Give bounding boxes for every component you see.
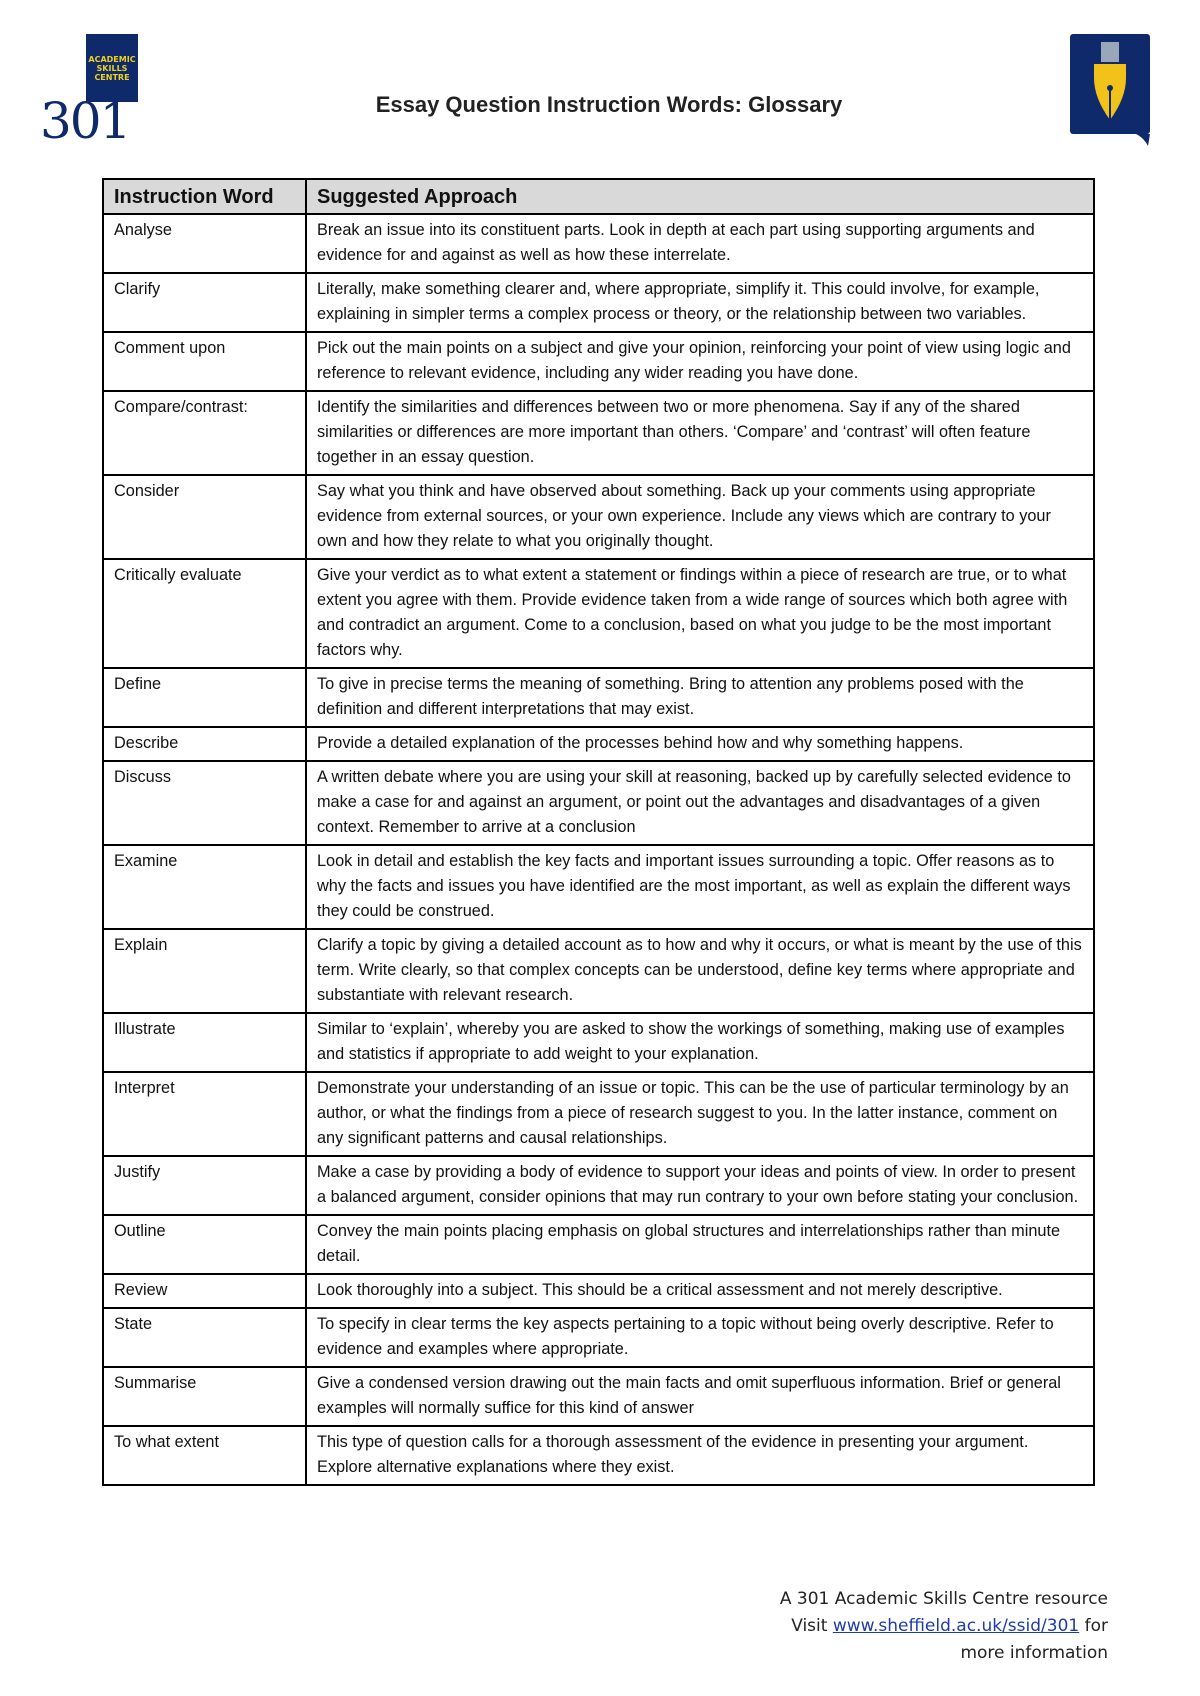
suggested-approach-cell: Say what you think and have observed about something. Back up your comments using appropriate evidence from external sources, or your own experience. Include any views which are contrary to your own and how they relate to what you originally thought. [306, 475, 1094, 559]
suggested-approach-cell: A written debate where you are using your skill at reasoning, backed up by carefully selected evidence to make a case for and against an argument, or point out the advantages and disadvantages of a given context. Remember to arrive at a conclusion [306, 761, 1094, 845]
table-row [103, 332, 1094, 391]
instruction-word-cell: Describe [103, 727, 306, 761]
instruction-word-cell: Summarise [103, 1367, 306, 1426]
instruction-word-cell: Review [103, 1274, 306, 1308]
instruction-word-cell: To what extent [103, 1426, 306, 1485]
suggested-approach-cell: Pick out the main points on a subject and give your opinion, reinforcing your point of view using logic and reference to relevant evidence, including any wider reading you have done. [306, 332, 1094, 391]
instruction-word-cell: Clarify [103, 273, 306, 332]
instruction-word-cell: Consider [103, 475, 306, 559]
table-row [103, 1274, 1094, 1308]
instruction-word-cell: State [103, 1308, 306, 1367]
table-header-row [103, 179, 1094, 214]
suggested-approach-cell: To give in precise terms the meaning of something. Bring to attention any problems posed with the definition and different interpretations that may exist. [306, 668, 1094, 727]
table-row [103, 1013, 1094, 1072]
table-row [103, 1426, 1094, 1485]
table-row [103, 929, 1094, 1013]
column-header-suggested-approach: Suggested Approach [306, 179, 1094, 214]
instruction-word-cell: Outline [103, 1215, 306, 1274]
suggested-approach-cell: Identify the similarities and differences between two or more phenomena. Say if any of the shared similarities or differences are more important than others. ‘Compare’ and ‘contrast’ will often feature together in an essay question. [306, 391, 1094, 475]
instruction-word-cell: Comment upon [103, 332, 306, 391]
instruction-word-cell: Interpret [103, 1072, 306, 1156]
table-row [103, 391, 1094, 475]
suggested-approach-cell: Clarify a topic by giving a detailed account as to how and why it occurs, or what is meant by the use of this term. Write clearly, so that complex concepts can be understood, define key terms where appropriate and substantiate with relevant research. [306, 929, 1094, 1013]
suggested-approach-cell: Similar to ‘explain’, whereby you are asked to show the workings of something, making use of examples and statistics if appropriate to add weight to your explanation. [306, 1013, 1094, 1072]
page-title: Essay Question Instruction Words: Glossary [375, 92, 843, 117]
footer-visit-suffix: for [1079, 1616, 1108, 1636]
suggested-approach-cell: Demonstrate your understanding of an issue or topic. This can be the use of particular terminology by an author, or what the findings from a piece of research suggest to you. In the latter instance, comment on any significant patterns and causal relationships. [306, 1072, 1094, 1156]
table-row [103, 668, 1094, 727]
sheffield-link[interactable]: www.sheffield.ac.uk/ssid/301 [832, 1616, 1080, 1636]
table-row [103, 1072, 1094, 1156]
instruction-word-cell: Define [103, 668, 306, 727]
instruction-word-cell: Explain [103, 929, 306, 1013]
suggested-approach-cell: Make a case by providing a body of evidence to support your ideas and points of view. In order to present a balanced argument, consider opinions that may run contrary to your own before stating your conclusion. [306, 1156, 1094, 1215]
footer-visit-prefix: Visit [791, 1616, 833, 1636]
suggested-approach-cell: Break an issue into its constituent parts. Look in depth at each part using supporting arguments and evidence for and against as well as how these interrelate. [306, 214, 1094, 273]
suggested-approach-cell: Convey the main points placing emphasis on global structures and interrelationships rather than minute detail. [306, 1215, 1094, 1274]
suggested-approach-cell: Look in detail and establish the key facts and important issues surrounding a topic. Offer reasons as to why the facts and issues you have identified are the most important, as well as explain the different ways they could be construed. [306, 845, 1094, 929]
column-header-instruction-word: Instruction Word [103, 179, 306, 214]
suggested-approach-cell: Provide a detailed explanation of the processes behind how and why something happens. [306, 727, 1094, 761]
glossary-table-body [103, 214, 1094, 1485]
instruction-word-cell: Compare/contrast: [103, 391, 306, 475]
instruction-word-cell: Illustrate [103, 1013, 306, 1072]
footer-more-info-line: more information [960, 1643, 1108, 1663]
table-row [103, 1156, 1094, 1215]
table-row [103, 214, 1094, 273]
footer [780, 1586, 1108, 1667]
suggested-approach-cell: Give a condensed version drawing out the main facts and omit superfluous information. Brief or general examples will normally suffice for this kind of answer [306, 1367, 1094, 1426]
table-row [103, 845, 1094, 929]
instruction-word-cell: Critically evaluate [103, 559, 306, 668]
instruction-word-cell: Justify [103, 1156, 306, 1215]
suggested-approach-cell: To specify in clear terms the key aspects pertaining to a topic without being overly descriptive. Refer to evidence and examples where appropriate. [306, 1308, 1094, 1367]
footer-visit-line [780, 1613, 1108, 1640]
table-row [103, 1367, 1094, 1426]
suggested-approach-cell: Look thoroughly into a subject. This should be a critical assessment and not merely descriptive. [306, 1274, 1094, 1308]
table-row [103, 727, 1094, 761]
logo-badge-line-2: SKILLS [96, 63, 128, 73]
suggested-approach-cell: Give your verdict as to what extent a statement or findings within a piece of research are true, or to what extent you agree with them. Provide evidence taken from a wide range of sources which both agree with and contradict an argument. Come to a conclusion, based on what you judge to be the most important factors why. [306, 559, 1094, 668]
instruction-word-cell: Discuss [103, 761, 306, 845]
glossary-table [102, 178, 1095, 1486]
instruction-word-cell: Examine [103, 845, 306, 929]
table-row [103, 475, 1094, 559]
table-row [103, 1308, 1094, 1367]
suggested-approach-cell: Literally, make something clearer and, where appropriate, simplify it. This could involve, for example, explaining in simpler terms a complex process or theory, or the relationship between two variables. [306, 273, 1094, 332]
footer-resource-line: A 301 Academic Skills Centre resource [779, 1589, 1108, 1609]
logo-badge-line-1: ACADEMIC [88, 54, 136, 64]
table-row [103, 559, 1094, 668]
suggested-approach-cell: This type of question calls for a thorough assessment of the evidence in presenting your argument. Explore alternative explanations where they exist. [306, 1426, 1094, 1485]
table-row [103, 1215, 1094, 1274]
instruction-word-cell: Analyse [103, 214, 306, 273]
table-row [103, 273, 1094, 332]
logo-number: 301 [40, 92, 130, 150]
logo-badge-line-3: CENTRE [94, 72, 130, 82]
table-row [103, 761, 1094, 845]
